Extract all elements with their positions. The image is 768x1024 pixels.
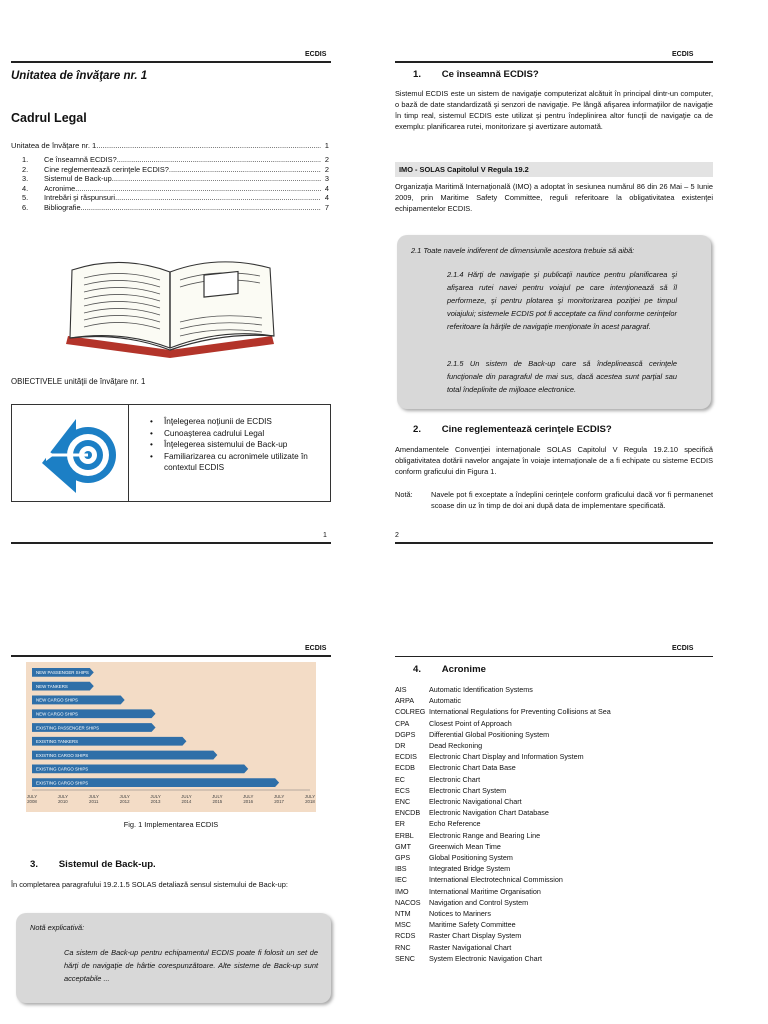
paragraph-backup: În completarea paragrafului 19.2.1.5 SOLAS detaliază sensul sistemului de Back-up: (11, 880, 288, 889)
note-label: Notă: (395, 490, 413, 499)
acronym-row (395, 785, 713, 796)
acronym-key: NACOS (395, 897, 421, 907)
acronym-row (395, 942, 713, 953)
acronym-row (395, 706, 713, 717)
quote-paragraph-2-1-5: 2.1.5 Un sistem de Back-up care să îndeplinească cerinţele funcţionale din paragraful de mai sus, dacă acestea sunt parţial sau total îndeplinite de mijloace electronice. (447, 359, 677, 394)
toc-entry[interactable]: 5. Intrebări şi răspunsuri ..... 4 (22, 193, 329, 203)
toc-entry[interactable]: 3. Sistemul de Back-up ..... 3 (22, 174, 329, 184)
acronym-key: ENCDB (395, 808, 421, 818)
acronym-definition: Dead Reckoning (429, 741, 483, 751)
header-rule (395, 61, 713, 63)
acronym-definition: Electronic Chart (429, 774, 481, 784)
quote-intro: 2.1 Toate navele indiferent de dimensiunile acestora trebuie să aibă: (411, 246, 635, 255)
acronym-key: COLREG (395, 707, 426, 717)
chart-caption: Fig. 1 Implementarea ECDIS (123, 820, 219, 829)
acronym-definition: International Maritime Organisation (429, 886, 541, 896)
regulation-highlight: IMO - SOLAS Capitolul V Regula 19.2 (395, 162, 713, 177)
section-heading-3: 3. Sistemul de Back-up. (30, 859, 156, 870)
acronym-row (395, 684, 713, 695)
explanatory-note-box (16, 913, 331, 1003)
acronym-key: ECDIS (395, 752, 417, 762)
acronym-definition: Raster Navigational Chart (429, 942, 512, 952)
acronym-key: IEC (395, 875, 407, 885)
acronym-key: RNC (395, 942, 411, 952)
acronym-row (395, 807, 713, 818)
paragraph-amendments: Amendamentele Convenţiei internaţionale SOLAS Capitolul V Regula 19.2.10 specifică obligativitatea dotării navelor angajate în voiaje internaţionale de a fi echipate cu sisteme ECDIS conform graficului din Figura 1. (395, 445, 713, 476)
chart-x-tick-label: JULY 2013 (150, 794, 161, 804)
header-rule (11, 61, 331, 63)
acronym-key: ECS (395, 785, 410, 795)
toc-entry[interactable]: 1. Ce înseamnă ECDIS? ..... 2 (22, 155, 329, 165)
acronym-key: ECDB (395, 763, 415, 773)
acronym-key: DR (395, 741, 406, 751)
objective-item: • Cunoaşterea cadrului Legal (148, 428, 328, 440)
regulation-quote-box (397, 235, 711, 409)
acronym-row (395, 930, 713, 941)
page-number: 2 (395, 532, 399, 539)
acronym-definition: Electronic Navigational Chart (429, 797, 522, 807)
acronym-row (395, 863, 713, 874)
acronym-key: DGPS (395, 729, 416, 739)
page-header-label: ECDIS (672, 51, 694, 58)
acronym-definition: Raster Chart Display System (429, 931, 522, 941)
note-title: Notă explicativă: (30, 923, 85, 932)
acronym-definition: Echo Reference (429, 819, 481, 829)
chart-x-tick-label: JULY 2010 (57, 794, 69, 804)
acronym-definition: Electronic Range and Bearing Line (429, 830, 541, 840)
table-of-contents (11, 140, 329, 212)
acronym-row (395, 762, 713, 773)
chart-x-tick-label: JULY 2018 (304, 794, 316, 804)
acronym-list (395, 684, 713, 964)
chart-category-label: NEW CARGO SHIPS (36, 711, 78, 717)
acronym-definition: Integrated Bridge System (429, 864, 511, 874)
acronym-row (395, 818, 713, 829)
chart-category-label: EXISTING CARGO SHIPS (36, 752, 89, 758)
acronym-key: ERBL (395, 830, 414, 840)
acronym-definition: Automatic (429, 696, 461, 706)
acronym-row (395, 695, 713, 706)
acronym-row (395, 919, 713, 930)
acronym-key: EC (395, 774, 405, 784)
note-text: Navele pot fi exceptate a îndeplini cerinţele conform graficului dacă vor fi permanenet scoase din uz în timp de doi ani după data de implementare specificată. (431, 490, 713, 510)
toc-entry[interactable]: 2. Cine reglementează cerinţele ECDIS? ..... 2 (22, 165, 329, 175)
acronym-definition: Closest Point of Approach (429, 718, 512, 728)
acronym-row (395, 874, 713, 885)
acronym-key: SENC (395, 953, 415, 963)
chart-x-tick-label: JULY 2016 (243, 794, 254, 804)
objectives-list (148, 416, 328, 474)
acronym-definition: Differential Global Positioning System (429, 729, 550, 739)
toc-entry[interactable]: 6. Bibliografie ..... 7 (22, 203, 329, 213)
section-heading-4: 4. Acronime (413, 664, 486, 675)
acronym-row (395, 729, 713, 740)
acronym-definition: System Electronic Navigation Chart (429, 953, 543, 963)
acronym-definition: International Electrotechnical Commission (429, 875, 563, 885)
acronym-key: GMT (395, 841, 411, 851)
chart-category-label: NEW TANKERS (36, 683, 68, 689)
acronym-key: ARPA (395, 696, 415, 706)
acronym-key: GPS (395, 853, 411, 863)
chart-x-tick-label: JULY 2011 (88, 794, 99, 804)
toc-entry[interactable]: 4. Acronime ..... 4 (22, 184, 329, 194)
footer-rule (11, 542, 331, 544)
note-text: Ca sistem de Back-up pentru echipamentul ECDIS poate fi folosit un set de hărţi de navigaţie de hârtie corespunzătoare. Alte sisteme de Back-up sunt acceptabile ... (64, 948, 318, 983)
chart-category-label: EXISTING CARGO SHIPS (36, 780, 89, 786)
page-header-label: ECDIS (305, 645, 327, 652)
page-header-label: ECDIS (672, 645, 694, 652)
page-header-label: ECDIS (305, 51, 327, 58)
target-icon (36, 413, 120, 495)
paragraph-definition: Sistemul ECDIS este un sistem de navigaţie computerizat alcătuit în principal dintr-un computer, o bază de date standardizată şi senzori de navigaţie. Pe lângă afişarea informaţiilor de navigaţie în timp real, sistemul ECDIS este utilizat şi pentru îndeplinirea altor funcţii de navigaţie ca de exemplu: planificarea rutei, monitorizare şi avertizare automată. (395, 89, 713, 131)
chart-x-tick-label: JULY 2015 (212, 794, 223, 804)
quote-paragraph-2-1-4: 2.1.4 Hărţi de navigaţie şi publicaţii nautice pentru planificarea şi afişarea rutei navei pentru voiajul pe care intenţionează să îl performeze, şi pentru plotarea şi monitorizarea poziţiei pe timpul voiajului; sistemele ECDIS pot fi acceptate ca fiind conforme cerinţelor referitoare la hărţile de navigaţie menţionate în acest paragraf. (447, 270, 677, 331)
acronym-row (395, 740, 713, 751)
acronym-row (395, 796, 713, 807)
footer-rule (395, 542, 713, 544)
acronym-definition: Maritime Safety Committee (429, 920, 516, 930)
acronym-definition: Electronic Navigation Chart Database (429, 808, 549, 818)
acronym-key: NTM (395, 909, 411, 919)
acronym-row (395, 718, 713, 729)
chart-x-tick-label: JULY 2008 (26, 794, 38, 804)
acronym-key: MSC (395, 920, 411, 930)
acronym-key: CPA (395, 718, 410, 728)
chart-category-label: EXISTING PASSENGER SHIPS (36, 725, 100, 731)
toc-main-entry[interactable]: Unitatea de învăţare nr. 1 ..... 1 (11, 140, 329, 152)
acronym-definition: Automatic Identification Systems (429, 685, 533, 694)
acronym-row (395, 830, 713, 841)
acronym-row (395, 774, 713, 785)
acronym-key: AIS (395, 685, 407, 694)
chart-category-label: NEW PASSENGER SHIPS (36, 670, 89, 676)
chart-category-label: NEW CARGO SHIPS (36, 697, 78, 703)
chart-category-label: EXISTING CARGO SHIPS (36, 766, 89, 772)
acronym-definition: Global Positioning System (429, 853, 513, 863)
unit-title: Unitatea de învăţare nr. 1 (11, 70, 148, 82)
acronym-definition: International Regulations for Preventing Collisions at Sea (429, 707, 611, 717)
acronym-key: ENC (395, 797, 411, 807)
acronym-key: IMO (395, 886, 409, 896)
acronym-row (395, 953, 713, 964)
chart-x-tick-label: JULY 2012 (119, 794, 130, 804)
objective-item: • Înţelegerea noţiunii de ECDIS (148, 416, 328, 428)
acronym-row (395, 886, 713, 897)
chart-x-tick-label: JULY 2014 (181, 794, 192, 804)
objectives-label: OBIECTIVELE unităţii de învăţare nr. 1 (11, 377, 146, 386)
acronym-key: IBS (395, 864, 407, 874)
acronym-definition: Greenwich Mean Time (429, 841, 501, 851)
section-heading-2: 2. Cine reglementează cerinţele ECDIS? (413, 424, 612, 435)
acronym-row (395, 852, 713, 863)
chart-x-tick-label: JULY 2017 (273, 794, 285, 804)
header-rule (395, 656, 713, 657)
acronym-definition: Navigation and Control System (429, 897, 529, 907)
acronym-row (395, 841, 713, 852)
header-rule (11, 655, 331, 657)
chart-category-label: EXISTING TANKERS (36, 739, 79, 745)
paragraph-imo: Organizaţia Maritimă Internaţională (IMO) a adoptat în sesiunea numărul 86 din 26 Mai – 5 Iunie 2009, prin Maritime Safety Committee, reguli referitoare la obligativitatea existenţei echipamentelor ECDIS. (395, 182, 713, 213)
implementation-chart (26, 662, 316, 812)
page-number: 1 (323, 532, 327, 539)
open-book-illustration (62, 250, 280, 360)
section-title: Cadrul Legal (11, 111, 87, 125)
acronym-key: RCDS (395, 931, 416, 941)
acronym-definition: Notices to Mariners (429, 909, 491, 919)
acronym-row (395, 908, 713, 919)
section-heading-1: 1. Ce înseamnă ECDIS? (413, 69, 539, 80)
acronym-key: ER (395, 819, 405, 829)
objective-item: • Înţelegerea sistemului de Back-up (148, 439, 328, 451)
acronym-row (395, 897, 713, 908)
acronym-definition: Electronic Chart Display and Information System (429, 752, 584, 762)
objective-item: • Familiarizarea cu acronimele utilizate în contextul ECDIS (148, 451, 328, 474)
objectives-box (11, 404, 331, 502)
acronym-row (395, 751, 713, 762)
acronym-definition: Electronic Chart Data Base (429, 763, 516, 773)
acronym-definition: Electronic Chart System (429, 785, 507, 795)
